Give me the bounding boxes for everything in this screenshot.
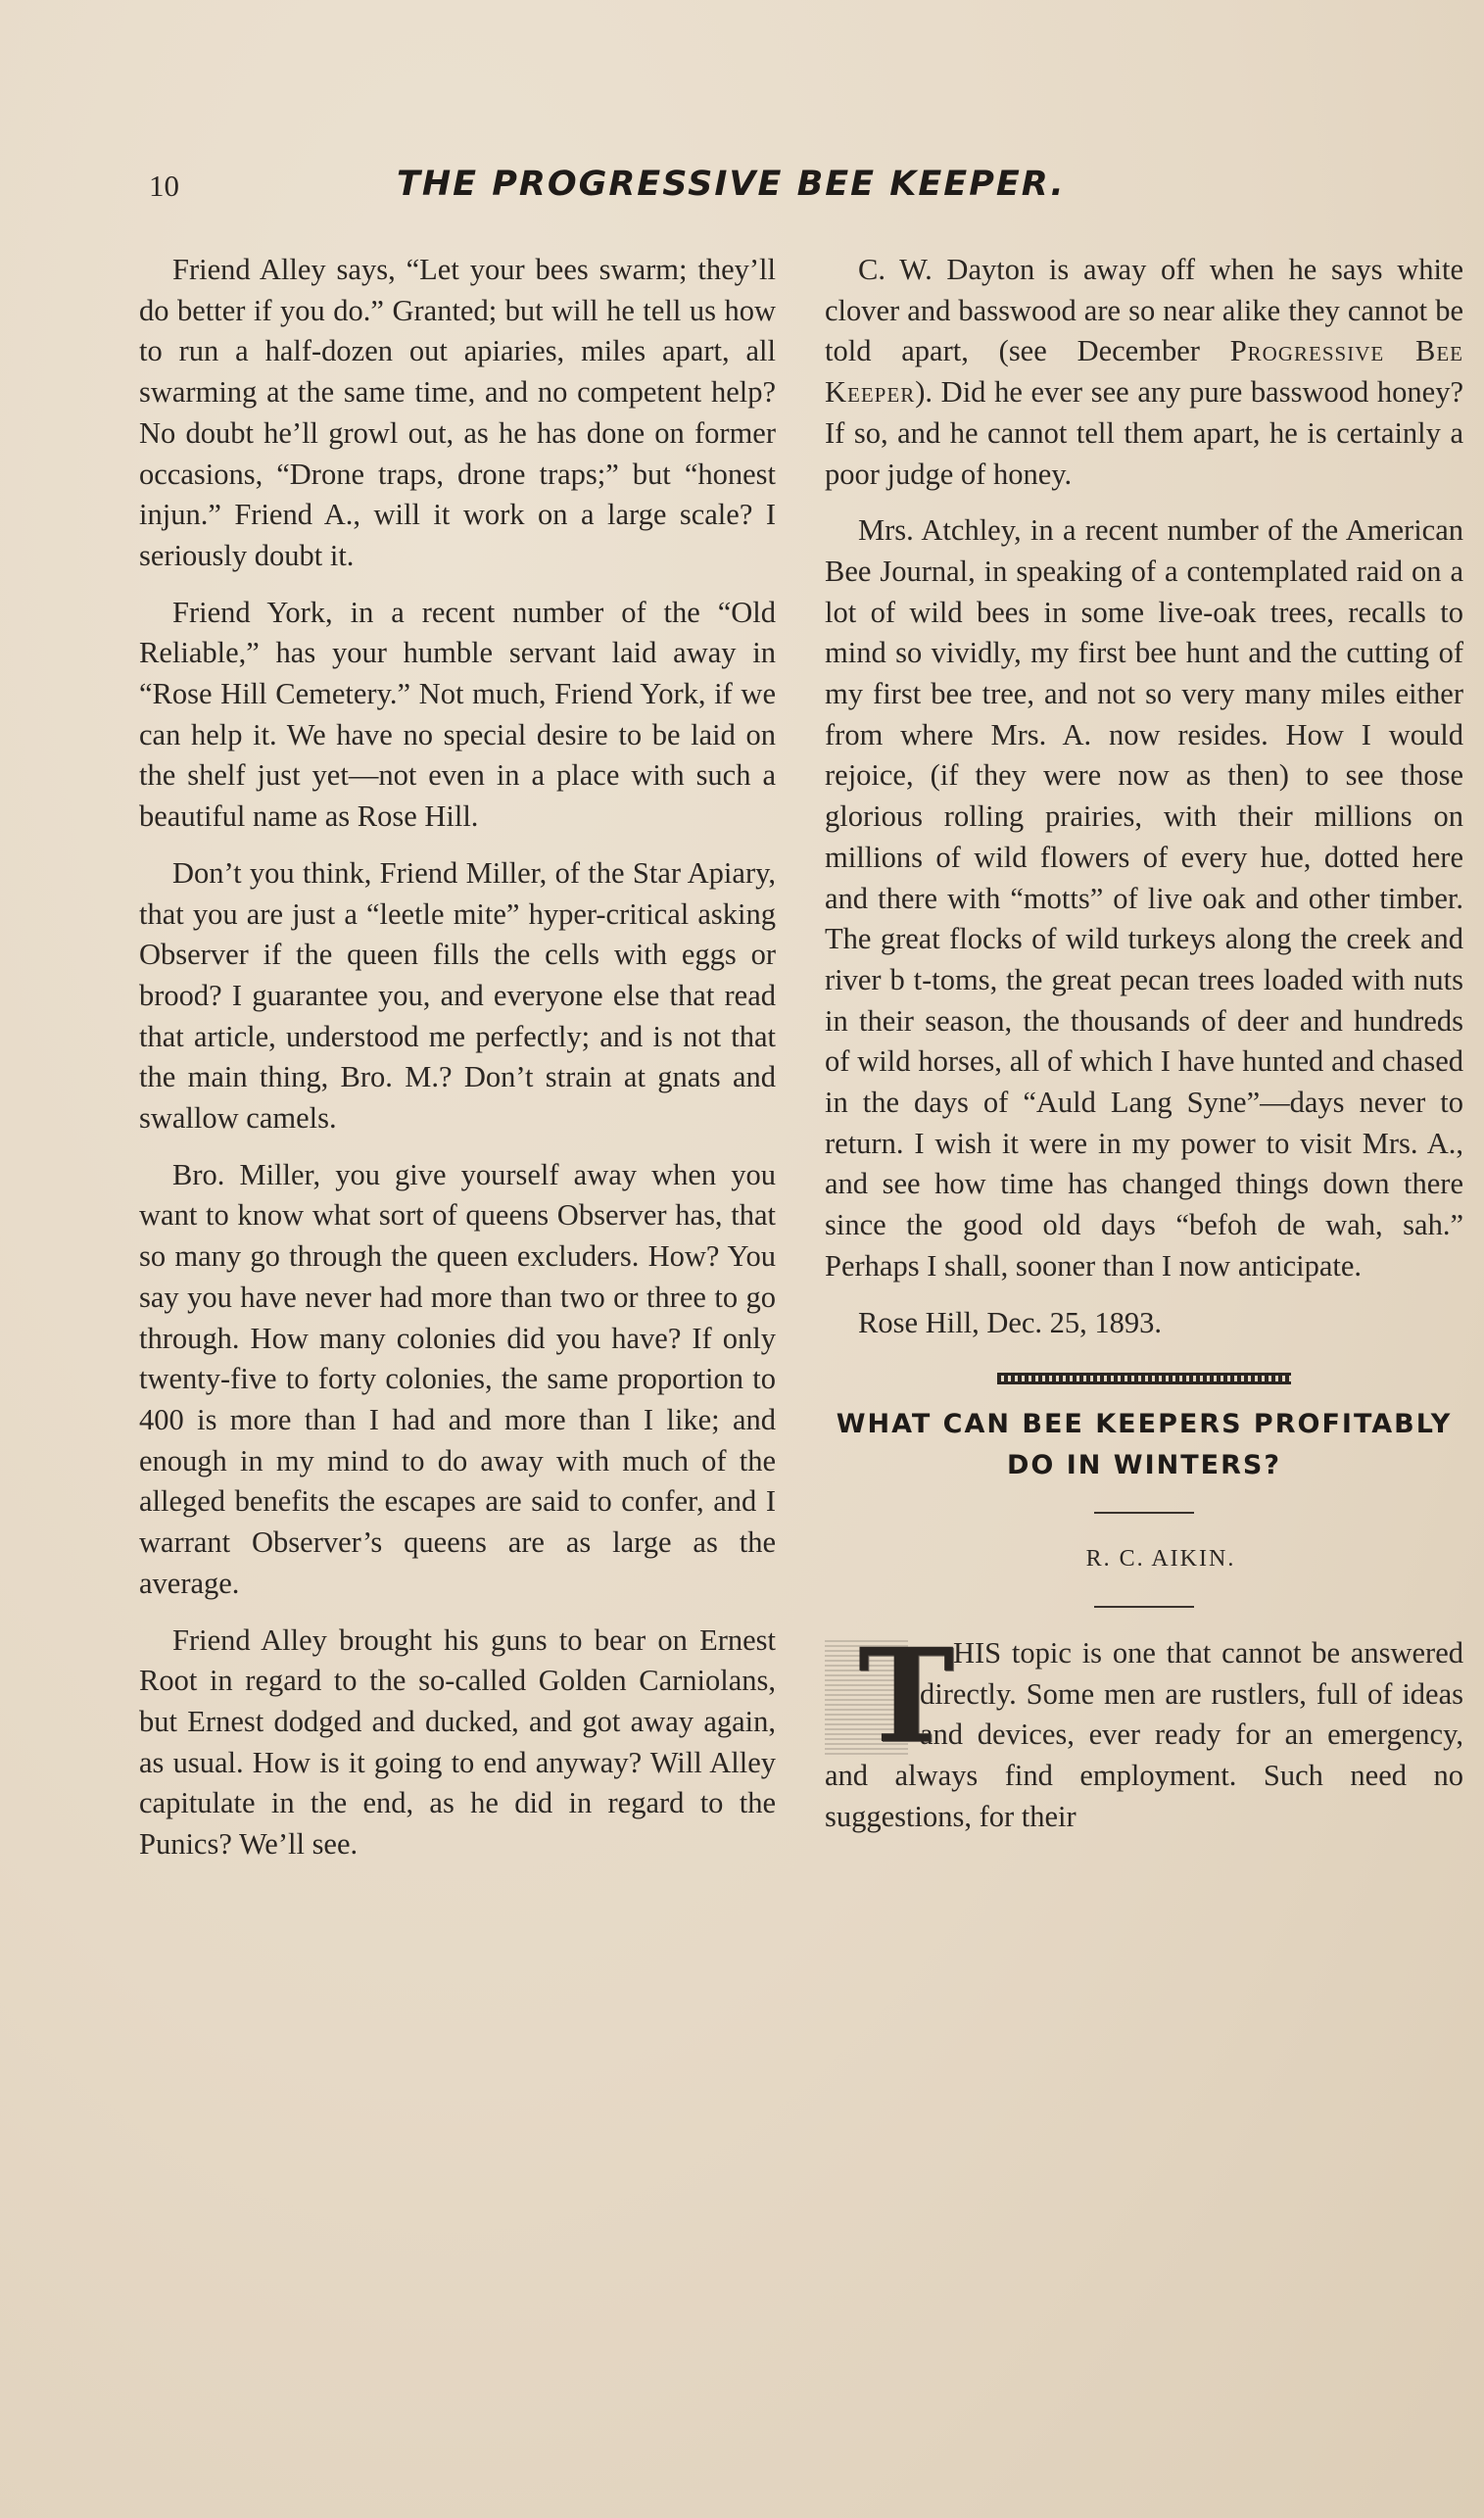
journal-title: THE PROGRESSIVE BEE KEEPER. (397, 165, 1066, 204)
dayton-text-b: ). Did he ever see any pure basswood honey? If so, and he cannot tell them apart, he is certainly a poor judge of honey. (825, 375, 1463, 491)
right-column (825, 250, 1463, 1854)
byline-divider (1094, 1606, 1194, 1608)
paragraph-friend-york: Friend York, in a recent number of the “Old Reliable,” has your humble servant laid away in “Rose Hill Cemetery.” Not much, Friend York, if we can help it. We have no special desire to be laid on the shelf just yet—not even in a place with such a beautiful name as Rose Hill. (139, 595, 776, 834)
paragraph-atchley: Mrs. Atchley, in a recent number of the American Bee Journal, in speaking of a contemplated raid on a lot of wild bees in some live-oak trees, recalls to mind so vividly, my first bee hunt and the cutting of my first bee tree, and not so very many miles either from where Mrs. A. now resides. How I would rejoice, (if they were now as then) to see those glorious rolling prairies, with their millions on millions of wild flowers of every hue, dotted here and there with “motts” of live oak and other timber. The great flocks of wild turkeys along the creek and river b t-toms, the great pecan trees loaded with nuts in their season, the thousands of deer and hundreds of wild horses, all of which I have hunted and chased in the days of “Auld Lang Syne”—days never to return. I wish it were in my power to visit Mrs. A., and see how time has changed things down there since the good old days “befoh de wah, sah.” Perhaps I shall, sooner than I now anticipate. (825, 513, 1463, 1283)
dateline: Rose Hill, Dec. 25, 1893. (858, 1305, 1163, 1339)
heading-divider (1094, 1512, 1194, 1514)
dayton-text-a: C. W. Dayton is away off when he says white clover and basswood are so near alike they cannot be told apart, (see December (825, 253, 1463, 368)
article-body (825, 1620, 1463, 1838)
paragraph-golden-carniolans: Friend Alley brought his guns to bear on Ernest Root in regard to the so-called Golden Carniolans, but Ernest dodged and ducked, and got away again, as usual. How is it going to end anyway? Will Alley capitulate in the end, as he did in regard to the Punics? We’ll see. (139, 1622, 776, 1862)
ornamental-rule (997, 1373, 1291, 1384)
page-number: 10 (149, 169, 179, 203)
page-header (147, 165, 1234, 214)
article-heading: WHAT CAN BEE KEEPERS PROFITABLY DO IN WINTERS? (836, 1409, 1453, 1481)
article-body-text: HIS topic is one that cannot be answered directly. Some men are rustlers, full of ideas and devices, ever ready for an emergency, and always find employment. Such need no suggestions, for their (825, 1635, 1463, 1833)
paragraph-queen-excluders: Bro. Miller, you give yourself away when you want to know what sort of queens Observer has, that so many go through the queen excluders. How? You say you have never had more than two or three to go through. How many colonies did you have? If only twenty-five to forty colonies, the same proportion to 400 is more than I had and more than I like; and enough in my mind to do away with much of the alleged benefits the escapes are said to confer, and I warrant Observer’s queens are as large as the average. (139, 1157, 776, 1600)
author-byline: R. C. AIKIN. (1085, 1546, 1236, 1573)
paragraph-dayton (825, 250, 1463, 495)
left-column (139, 250, 776, 1881)
paragraph-friend-miller: Don’t you think, Friend Miller, of the Star Apiary, that you are just a “leetle mite” hyper-critical asking Observer if the queen fills the cells with eggs or brood? I guarantee you, and everyone else that read that article, understood me perfectly; and is not that the main thing, Bro. M.? Don’t strain at gnats and swallow camels. (139, 855, 776, 1136)
paragraph-alley-swarming: Friend Alley says, “Let your bees swarm; they’ll do better if you do.” Granted; but will he tell us how to run a half-dozen out apiaries, miles apart, all swarming at the same time, and no competent help? No doubt he’ll growl out, as he has done on former occasions, “Drone traps, drone traps;” but “honest injun.” Friend A., will it work on a large scale? I seriously doubt it. (139, 253, 776, 572)
journal-name-smallcaps: Progressive Bee Keeper (825, 334, 1463, 410)
drop-cap: T (825, 1639, 908, 1755)
